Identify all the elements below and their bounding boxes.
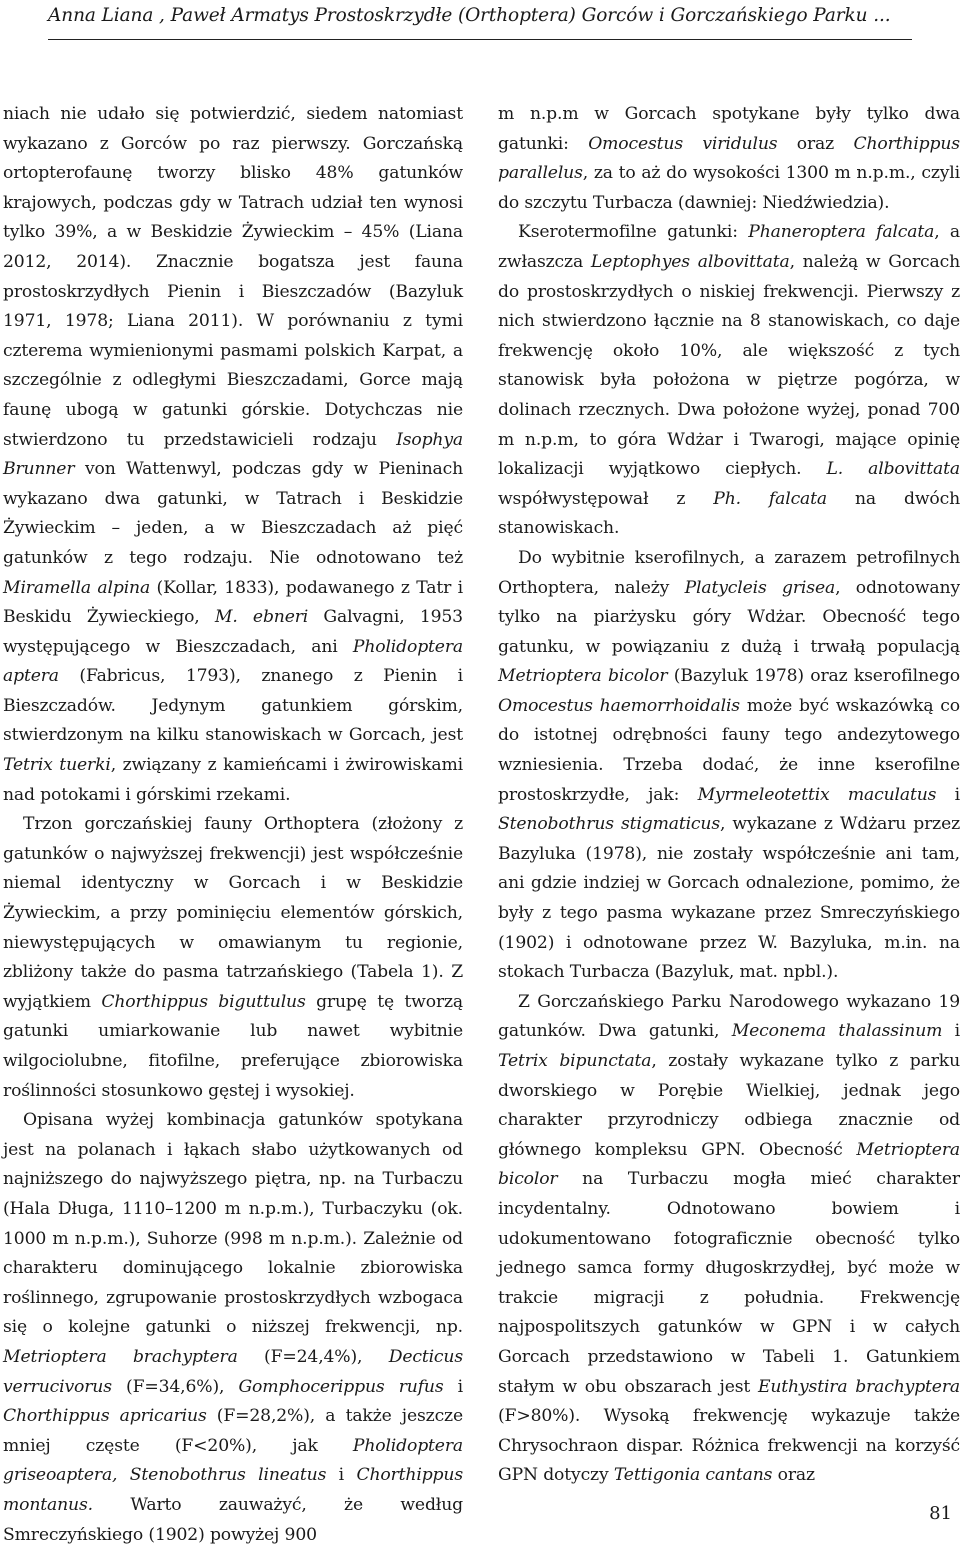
text-run: (F=24,4%), bbox=[237, 1346, 389, 1367]
italic-run: Meconema thalassinum bbox=[731, 1021, 943, 1042]
italic-run: Metrioptera bicolor bbox=[498, 666, 668, 687]
page-number: 81 bbox=[929, 1503, 952, 1524]
right-paragraph-1 bbox=[498, 100, 960, 218]
text-run: Z Gorczańskiego Parku Narodowego wykazano 19 gatunków. Dwa gatunki, bbox=[498, 991, 960, 1042]
text-run: Warto zauważyć, że według Smreczyńskiego (1902) powyżej 900 bbox=[3, 1494, 463, 1545]
italic-run: L. albovittata bbox=[826, 459, 960, 480]
italic-run: M. bbox=[214, 607, 238, 628]
italic-run: Tetrix bipunctata bbox=[498, 1051, 652, 1071]
text-run: i bbox=[326, 1465, 357, 1486]
italic-run: Euthystira brachyptera bbox=[757, 1376, 960, 1397]
italic-run: Tetrix tuerki bbox=[3, 755, 111, 776]
text-run: Do wybitnie kserofilnych, a zarazem petrofilnych Orthoptera, należy bbox=[498, 547, 960, 598]
text-run: , zostały wykazane tylko z parku dworskiego w Porębie Wielkiej, jednak jego charakter przyrodniczy odbiega znacznie od głównego kompleksu GPN. Obecność bbox=[498, 1051, 960, 1160]
text-run: , a zwłaszcza bbox=[498, 222, 960, 272]
italic-run: Miramella alpina bbox=[3, 577, 151, 598]
text-run: , należą w Gorcach do prostoskrzydłych o niskiej frekwencji. Pierwszy z nich stwierdzono łącznie na 8 stanowiskach, co daje frekwencję około 10%, ale większość z tych stanowisk była położona w piętrze pogórza, w dolinach rzecznych. Dwa położone wyżej, ponad 700 m n.p.m, to góra Wdżar i Twarogi, mające opinię lokalizacji wyjątkowo ciepłych. bbox=[498, 251, 960, 480]
italic-run: Chorthippus apricarius bbox=[3, 1406, 207, 1427]
header-rule bbox=[48, 39, 912, 40]
text-run: m n.p.m w Gorcach spotykane były tylko dwa gatunki: bbox=[498, 104, 960, 154]
italic-run: Myrmeleotettix maculatus bbox=[697, 784, 937, 805]
text-run: na Turbaczu mogła mieć charakter incydentalny. Odnotowano bowiem i udokumentowano fotograficznie obecność tylko jednego samca formy długoskrzydłej, być może w trakcie migracji z południa. Frekwencję najpospolitszych gatunków w GPN i w całych Gorcach przedstawiono w Tabeli 1. Gatunkiem stałym w obu obszarach jest bbox=[498, 1169, 960, 1397]
italic-run: ebneri bbox=[252, 607, 309, 628]
text-run: Galvagni, 1953 występującego w Bieszczadach, ani bbox=[3, 607, 463, 657]
text-run: , wykazane z Wdżaru przez Bazyluka (1978), nie zostały współcześnie ani tam, ani gdzie indziej w Gorcach odnalezione, pomimo, że były z tego pasma wykazane przez Smreczyńskiego (1902) i odnotowane przez W. Bazyluka, m.in. na stokach Turbacza (Bazyluk, mat. npbl.). bbox=[498, 814, 960, 983]
text-run: (Bazyluk 1978) oraz kserofilnego bbox=[667, 666, 960, 687]
italic-run: Gomphocerippus rufus bbox=[238, 1376, 444, 1397]
text-run: współwystępował z bbox=[498, 488, 714, 509]
right-paragraph-3 bbox=[498, 544, 960, 988]
text-run: na dwóch stanowiskach. bbox=[498, 488, 960, 539]
left-paragraph-1 bbox=[3, 100, 463, 810]
text-run: Kserotermofilne gatunki: bbox=[518, 222, 749, 243]
text-run: i bbox=[936, 784, 960, 805]
italic-run: Leptophyes albovittata bbox=[590, 251, 790, 272]
text-run: (F=28,2%), a także jeszcze mniej częste (F<20%), jak bbox=[3, 1406, 463, 1456]
italic-run: Phaneroptera falcata bbox=[748, 222, 935, 243]
text-run: (F>80%). Wysoką frekwencję wykazuje także Chrysochraon dispar. Różnica frekwencji na korzyść GPN dotyczy bbox=[498, 1406, 960, 1486]
left-paragraph-2 bbox=[3, 810, 463, 1106]
italic-run: Platycleis grisea bbox=[684, 577, 836, 598]
text-run: , za to aż do wysokości 1300 m n.p.m., czyli do szczytu Turbacza (dawniej: Niedźwiedzia). bbox=[498, 163, 960, 213]
italic-run: Chorthippus parallelus bbox=[498, 133, 960, 184]
italic-run: Ph. falcata bbox=[713, 488, 827, 509]
text-run: , odnotowany tylko na piarżysku góry Wdżar. Obecność tego gatunku, w powiązaniu z dużą i trwałą populacją bbox=[498, 577, 960, 657]
right-paragraph-2 bbox=[498, 218, 960, 544]
italic-run: Metrioptera bicolor bbox=[498, 1139, 960, 1190]
italic-run: Omocestus viridulus bbox=[588, 133, 778, 154]
text-run bbox=[238, 607, 253, 627]
italic-run: Pholidoptera griseoaptera, Stenobothrus lineatus bbox=[3, 1435, 463, 1486]
text-run: i bbox=[443, 1376, 463, 1397]
text-run: i bbox=[942, 1021, 960, 1042]
italic-run: Decticus verrucivorus bbox=[3, 1346, 463, 1397]
italic-run: Stenobothrus stigmaticus bbox=[498, 814, 721, 835]
left-paragraph-3 bbox=[3, 1106, 463, 1550]
text-run: oraz bbox=[772, 1465, 815, 1486]
italic-run: Chorthippus montanus. bbox=[3, 1465, 463, 1515]
text-run: (F=34,6%), bbox=[111, 1376, 239, 1397]
italic-run: Metrioptera brachyptera bbox=[3, 1346, 238, 1367]
text-run: Opisana wyżej kombinacja gatunków spotykana jest na polanach i łąkach słabo użytkowanych od najniższego do najwyższego piętra, np. na Turbaczu (Hala Długa, 1110–1200 m n.p.m.), Turbaczyku (ok. 1000 m n.p.m.), Suhorze (998 m n.p.m.). Zależnie od charakteru dominującego lokalnie zbiorowiska roślinnego, zgrupowanie prostoskrzydłych wzbogaca się o kolejne gatunki o niższej frekwencji, np. bbox=[3, 1110, 463, 1338]
text-run: , związany z kamieńcami i żwirowiskami nad potokami i górskimi rzekami. bbox=[3, 755, 463, 805]
right-column bbox=[498, 100, 960, 1491]
right-paragraph-4 bbox=[498, 988, 960, 1491]
running-header-text: Anna Liana , Paweł Armatys Prostoskrzydłe (Orthoptera) Gorców i Gorczańskiego Parku ... bbox=[48, 5, 891, 26]
running-header bbox=[48, 2, 912, 40]
text-run: niach nie udało się potwierdzić, siedem natomiast wykazano z Gorców po raz pierwszy. Gorczańską ortopterofaunę tworzy blisko 48% gatunków krajowych, podczas gdy w Tatrach udział ten wynosi tylko 39%, a w Beskidzie Żywieckim – 45% (Liana 2012, 2014). Znacznie bogatsza jest fauna prostoskrzydłych Pienin i Bieszczadów (Bazyluk 1971, 1978; Liana 2011). W porównaniu z tymi czterema wymienionymi pasmami polskich Karpat, a szczególnie z odległymi Bieszczadami, Gorce mają faunę ubogą w gatunki górskie. Dotychczas nie stwierdzono tu przedstawicieli rodzaju bbox=[3, 104, 463, 450]
text-run: oraz bbox=[777, 133, 854, 154]
italic-run: Omocestus haemorrhoidalis bbox=[498, 695, 740, 716]
italic-run: Isophya Brunner bbox=[3, 429, 463, 480]
text-run: (Fabricus, 1793), znanego z Pienin i Bieszczadów. Jedynym gatunkiem górskim, stwierdzonym na kilku stanowiskach w Gorcach, jest bbox=[3, 666, 463, 746]
text-run: może być wskazówką co do istotnej odrębności fauny tego andezytowego wzniesienia. Trzeba dodać, że inne kserofilne prostoskrzydłe, jak: bbox=[498, 695, 960, 805]
left-column bbox=[3, 100, 463, 1550]
text-run: (Kollar, 1833), podawanego z Tatr i Beskidu Żywieckiego, bbox=[3, 577, 463, 628]
italic-run: Chorthippus biguttulus bbox=[101, 991, 306, 1012]
text-run: Trzon gorczańskiej fauny Orthoptera (złożony z gatunków o najwyższej frekwencji) jest współcześnie niemal identyczny w Gorcach i w Beskidzie Żywieckim, a przy pominięciu elementów górskich, niewystępujących w omawianym tu regionie, zbliżony także do pasma tatrzańskiego (Tabela 1). Z wyjątkiem bbox=[3, 814, 463, 1012]
italic-run: Tettigonia cantans bbox=[613, 1465, 773, 1486]
text-run: grupę tę tworzą gatunki umiarkowanie lub nawet wybitnie wilgociolubne, fitofilne, preferujące zbiorowiska roślinności stosunkowo gęstej i wysokiej. bbox=[3, 991, 464, 1101]
text-run: von Wattenwyl, podczas gdy w Pieninach wykazano dwa gatunki, w Tatrach i Beskidzie Żywieckim – jeden, a w Bieszczadach aż pięć gatunków z tego rodzaju. Nie odnotowano też bbox=[3, 459, 463, 568]
italic-run: Pholidoptera aptera bbox=[3, 636, 463, 687]
